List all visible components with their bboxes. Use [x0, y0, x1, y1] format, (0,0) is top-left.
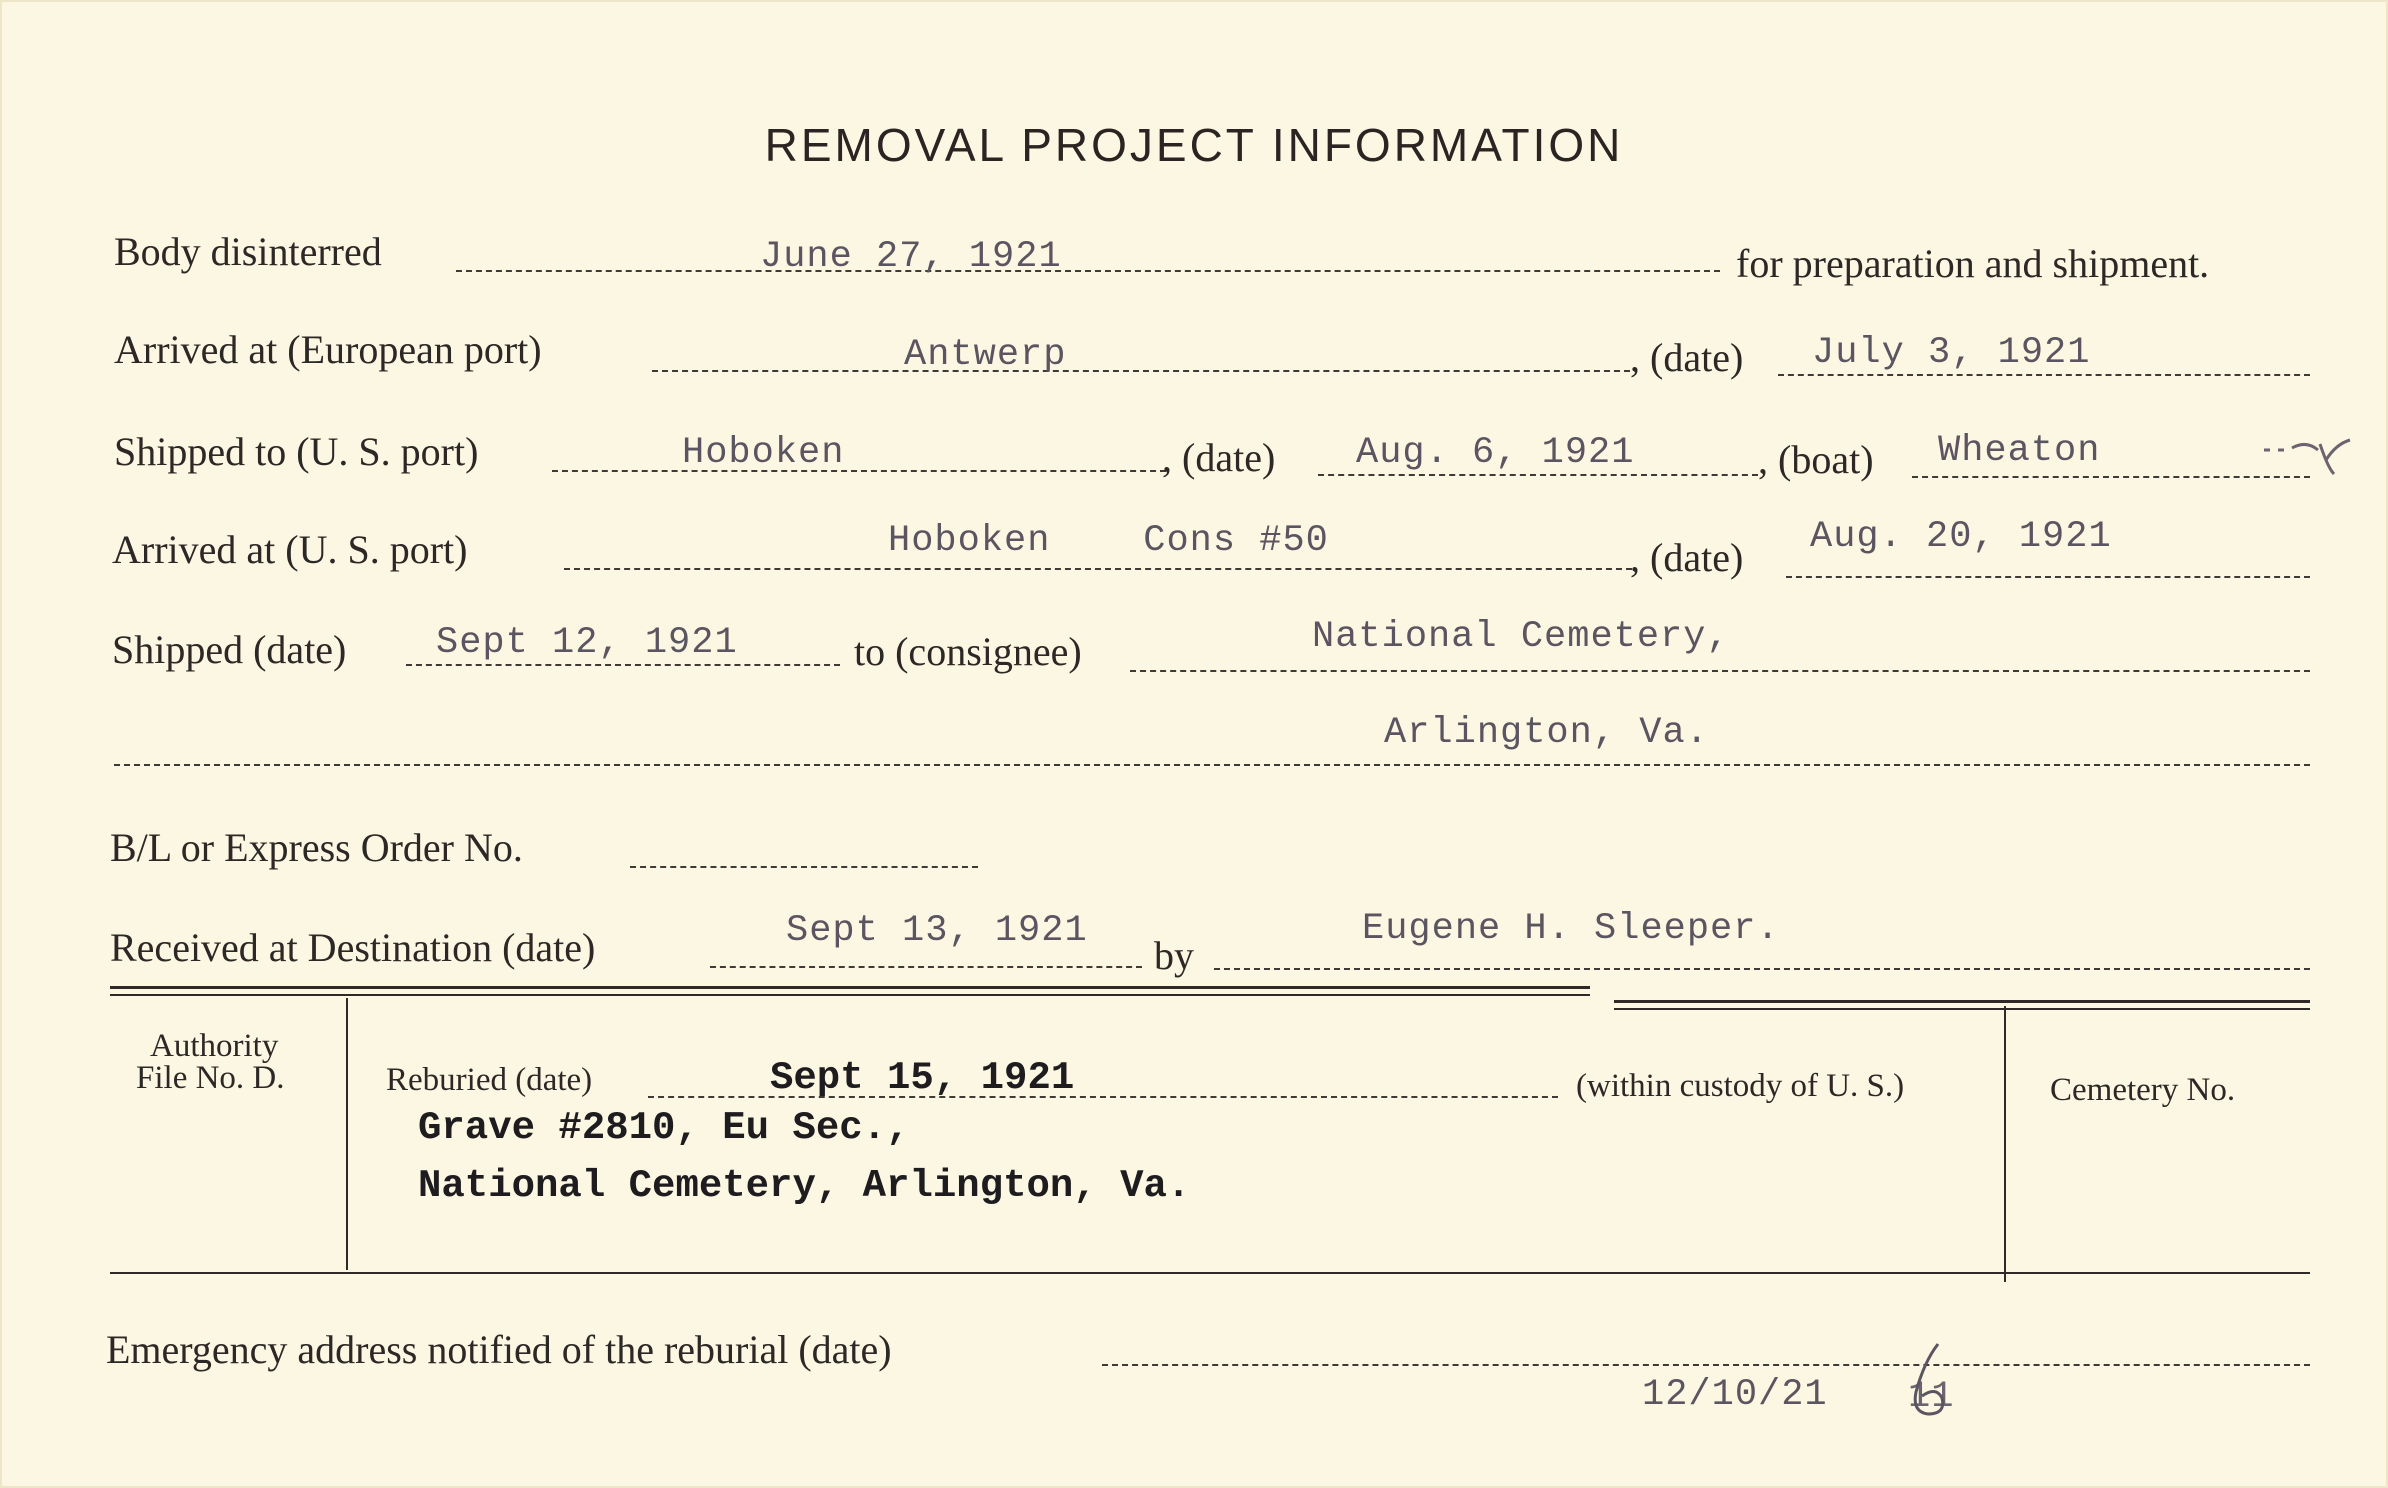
- received-label: Received at Destination (date): [110, 925, 596, 970]
- arrived-us-date-line: [1786, 576, 2310, 578]
- box-divider-right: [2004, 1006, 2006, 1282]
- consignee-label: to (consignee): [854, 629, 1082, 674]
- shipped-us-date-label: , (date): [1162, 435, 1276, 480]
- received-date-value[interactable]: Sept 13, 1921: [786, 910, 1088, 952]
- box-top-rule-right: [1614, 1000, 2310, 1003]
- consignee-value[interactable]: National Cemetery,: [1312, 616, 1730, 658]
- emergency-date-value[interactable]: 12/10/21: [1642, 1374, 1828, 1416]
- bl-order-label: B/L or Express Order No.: [110, 825, 523, 870]
- cemetery-no-label: Cemetery No.: [2050, 1072, 2236, 1108]
- emergency-line: [1102, 1364, 2310, 1366]
- consignee-line-2: [114, 764, 2310, 766]
- arrived-european-port-value[interactable]: Antwerp: [904, 334, 1067, 376]
- shipped-us-port-value[interactable]: Hoboken: [682, 432, 845, 474]
- authority-label-1: Authority: [150, 1028, 279, 1064]
- reburied-value[interactable]: Sept 15, 1921: [770, 1056, 1075, 1100]
- shipped-us-date-line: [1318, 474, 1758, 476]
- authority-label-2: File No. D.: [136, 1060, 285, 1096]
- shipped-us-boat-line: [1912, 476, 2310, 478]
- consignee-line: [1130, 670, 2310, 672]
- arrived-european-label: Arrived at (European port): [114, 327, 542, 372]
- box-top-rule-right-2: [1614, 1008, 2310, 1010]
- arrived-us-line: [564, 568, 1632, 570]
- arrived-european-date-line: [1778, 374, 2310, 376]
- body-disinterred-line: [456, 270, 1720, 272]
- box-bottom-rule: [110, 1272, 2310, 1274]
- received-date-line: [710, 966, 1142, 968]
- consignee-value-2[interactable]: Arlington, Va.: [1384, 712, 1709, 754]
- received-by-label: by: [1154, 933, 1194, 978]
- shipped-date-line: [406, 664, 840, 666]
- handwritten-initial-icon: [1898, 1340, 1968, 1430]
- box-top-rule-left: [110, 986, 1590, 989]
- body-disinterred-value[interactable]: June 27, 1921: [760, 236, 1062, 278]
- grave-line-2[interactable]: National Cemetery, Arlington, Va.: [418, 1164, 1191, 1208]
- arrived-us-date-value[interactable]: Aug. 20, 1921: [1810, 516, 2112, 558]
- arrived-european-date-label: , (date): [1630, 335, 1744, 380]
- arrived-us-port-value[interactable]: Hoboken Cons #50: [888, 520, 1329, 562]
- received-by-line: [1214, 968, 2310, 970]
- shipped-us-port-line: [552, 470, 1166, 472]
- box-divider-left: [346, 998, 348, 1270]
- arrived-european-line: [652, 370, 1630, 372]
- handwritten-mark-icon: [2260, 430, 2360, 490]
- card-title: REMOVAL PROJECT INFORMATION: [764, 119, 1624, 171]
- shipped-us-date-value[interactable]: Aug. 6, 1921: [1356, 432, 1635, 474]
- arrived-european-date-value[interactable]: July 3, 1921: [1812, 332, 2091, 374]
- bl-order-line: [630, 866, 978, 868]
- grave-line-1[interactable]: Grave #2810, Eu Sec.,: [418, 1106, 910, 1150]
- received-by-value[interactable]: Eugene H. Sleeper.: [1362, 908, 1780, 950]
- box-top-rule-left-2: [110, 994, 1590, 996]
- emergency-initials: 11: [1908, 1376, 1955, 1418]
- body-disinterred-suffix: for preparation and shipment.: [1736, 241, 2210, 286]
- shipped-us-label: Shipped to (U. S. port): [114, 429, 479, 474]
- arrived-us-date-label: , (date): [1630, 535, 1744, 580]
- shipped-date-label: Shipped (date): [112, 627, 347, 672]
- shipped-date-value[interactable]: Sept 12, 1921: [436, 622, 738, 664]
- body-disinterred-label: Body disinterred: [114, 229, 382, 274]
- custody-label: (within custody of U. S.): [1576, 1068, 1905, 1104]
- arrived-us-label: Arrived at (U. S. port): [112, 527, 468, 572]
- reburied-label: Reburied (date): [386, 1062, 593, 1098]
- shipped-us-boat-label: , (boat): [1758, 437, 1874, 482]
- shipped-us-boat-value[interactable]: Wheaton: [1938, 430, 2101, 472]
- emergency-label: Emergency address notified of the reburial (date): [106, 1327, 892, 1372]
